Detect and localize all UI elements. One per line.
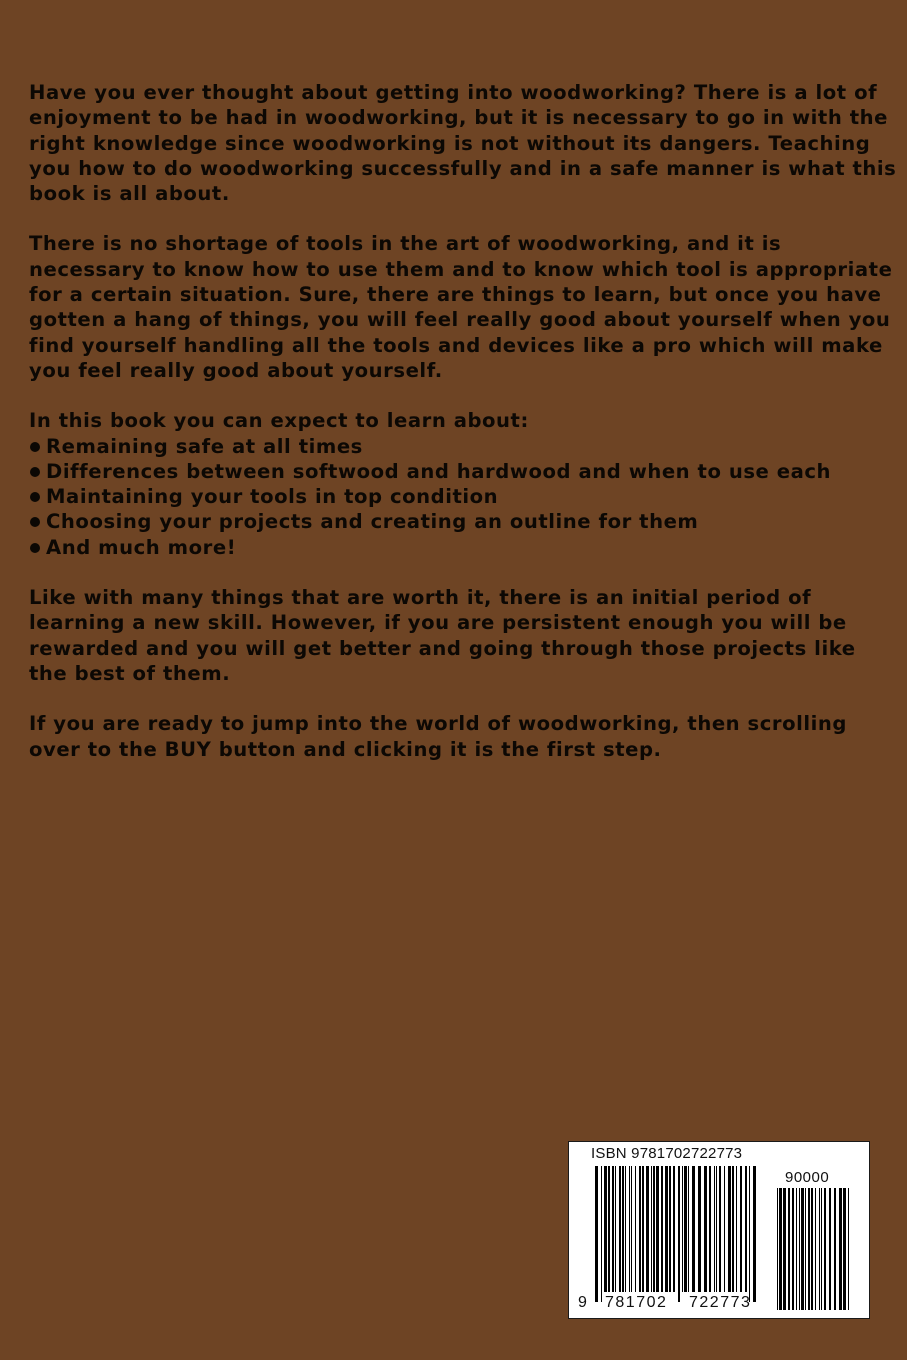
barcode-bar — [651, 1166, 652, 1292]
intro-paragraph: Have you ever thought about getting into woodworking? There is a lot of enjoyment to be had in woodworking, but it is necessary to go in with the right knowledge since woodworking is not without its dangers. Teaching you how to do woodworking successfully and in a safe manner is what this book is all about. — [29, 81, 897, 206]
barcode-bar — [698, 1166, 701, 1292]
list-item: Remaining safe at all times — [29, 434, 899, 459]
barcode-bar — [704, 1166, 707, 1292]
barcode-bar — [839, 1188, 842, 1310]
topics-list — [29, 434, 899, 560]
barcode-bar — [629, 1166, 630, 1292]
barcode-bar — [788, 1188, 790, 1310]
barcode-bar — [824, 1188, 826, 1310]
barcode-bar — [821, 1188, 822, 1310]
barcode-bar — [796, 1188, 797, 1310]
barcode-bar — [669, 1166, 671, 1292]
list-item: Choosing your projects and creating an outline for them — [29, 509, 899, 534]
barcode-bar — [843, 1188, 846, 1310]
barcode-bar — [749, 1166, 750, 1302]
barcode-bar — [678, 1166, 680, 1302]
barcode-bar — [834, 1188, 836, 1310]
barcode-bar — [736, 1166, 737, 1292]
barcode-bar — [714, 1166, 715, 1292]
barcode-bar — [604, 1166, 607, 1292]
barcode-bar — [732, 1166, 734, 1292]
barcode-bar — [639, 1166, 641, 1292]
barcode-bar — [753, 1166, 756, 1302]
barcode-bar — [622, 1166, 624, 1292]
barcode-bar — [801, 1188, 804, 1310]
barcode-icon — [569, 1142, 869, 1318]
barcode-bar — [724, 1166, 725, 1292]
barcode-bar — [665, 1166, 668, 1292]
barcode-bar — [777, 1188, 778, 1310]
barcode-digit-lead: 9 — [578, 1294, 587, 1311]
barcode-bar — [728, 1166, 731, 1292]
barcode-bar — [661, 1166, 663, 1292]
barcode-bar — [808, 1188, 810, 1310]
barcode-bar — [745, 1166, 747, 1292]
barcode-bar — [829, 1188, 831, 1310]
barcode-bar — [625, 1166, 626, 1292]
barcode-bar — [688, 1166, 689, 1292]
barcode-bar — [656, 1166, 659, 1292]
barcode-bar — [653, 1166, 655, 1292]
price-code: 90000 — [785, 1169, 830, 1186]
barcode-bar — [673, 1166, 675, 1292]
barcode-bar — [595, 1166, 598, 1302]
list-intro: In this book you can expect to learn about: — [29, 409, 529, 433]
barcode-bar — [646, 1166, 649, 1292]
barcode-bar — [682, 1166, 683, 1292]
barcode-bar — [805, 1188, 806, 1310]
barcode-bar — [642, 1166, 644, 1292]
barcode-digits-left: 781702 — [605, 1294, 668, 1311]
barcode-bar — [709, 1166, 711, 1292]
barcode-bar — [819, 1188, 820, 1310]
barcode-bar — [811, 1188, 813, 1310]
list-item: And much more! — [29, 535, 899, 560]
barcode-digits-right: 722773 — [689, 1294, 752, 1311]
barcode-bar — [799, 1188, 800, 1310]
barcode-bar — [619, 1166, 621, 1292]
barcode-bar — [612, 1166, 614, 1292]
barcode-bar — [692, 1166, 695, 1292]
barcode-bar — [601, 1166, 602, 1302]
tools-paragraph: There is no shortage of tools in the art of woodworking, and it is necessary to know how to use them and to know which tool is appropriate for a certain situation. Sure, there are things to learn, but once you have gotten a hang of things, you will feel really good about yourself when you find yourself handling all the tools and devices like a pro which will make you feel really good about yourself. — [29, 232, 893, 382]
barcode-bar — [792, 1188, 794, 1310]
barcode-bar — [783, 1188, 786, 1310]
barcode-bar — [716, 1166, 717, 1292]
list-item: Maintaining your tools in top condition — [29, 484, 899, 509]
barcode-bar — [815, 1188, 816, 1310]
closing-paragraph: If you are ready to jump into the world of woodworking, then scrolling over to the BUY button and clicking it is the first step. — [29, 712, 848, 761]
barcode-bar — [740, 1166, 742, 1292]
barcode-bar — [615, 1166, 616, 1292]
list-item: Differences between softwood and hardwood and when to use each — [29, 459, 899, 484]
barcode-bar — [779, 1188, 782, 1310]
persistence-paragraph: Like with many things that are worth it, there is an initial period of learning a new skill. However, if you are persistent enough you will be rewarded and you will get better and going through those projects like the best of them. — [29, 586, 856, 685]
barcode-bar — [684, 1166, 687, 1292]
barcode-bar — [635, 1166, 636, 1292]
barcode-bar — [848, 1188, 849, 1310]
barcode-bar — [719, 1166, 721, 1292]
isbn-barcode — [568, 1141, 870, 1319]
isbn-label: ISBN 9781702722773 — [591, 1145, 743, 1162]
barcode-bar — [631, 1166, 632, 1292]
barcode-bar — [608, 1166, 610, 1292]
back-cover-text — [29, 80, 899, 787]
